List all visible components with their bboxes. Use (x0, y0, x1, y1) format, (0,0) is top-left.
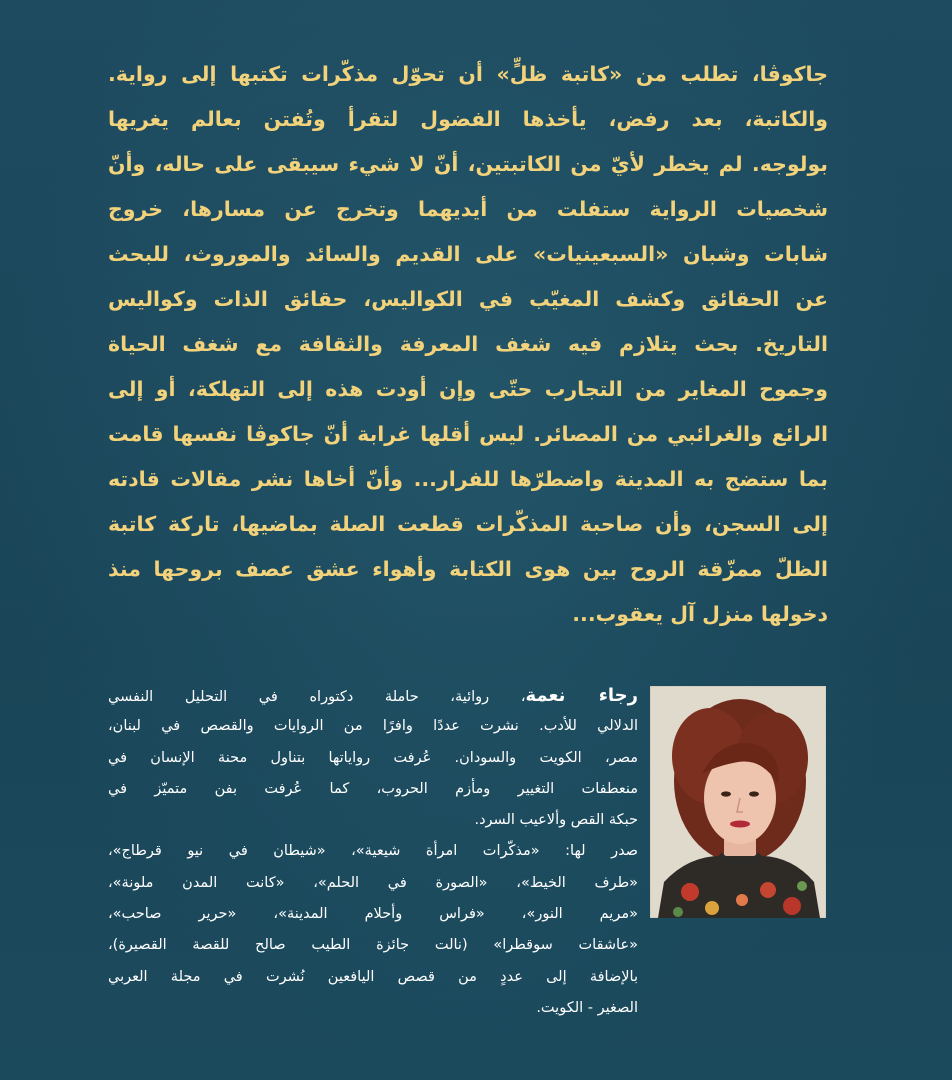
blurb-line: بولوجه. لم يخطر لأيّ من الكاتبتين، أنّ لا شيء سيبقى على حاله، وأنّ (108, 152, 828, 176)
blurb-line: عن الحقائق وكشف المغيّب في الكواليس، حقائق الذات وكواليس (108, 287, 828, 311)
bio-line: مصر، الكويت والسودان. عُرفت رواياتها بتناول محنة الإنسان في (108, 749, 638, 766)
bio-line: «مريم النور»، «فراس وأحلام المدينة»، «حرير صاحب»، (108, 906, 638, 923)
blurb-line: إلى السجن، وأن صاحبة المذكّرات قطعت الصلة بماضيها، تاركة كاتبة (108, 512, 828, 536)
blurb-line: بما ستضج به المدينة واضطرّها للفرار... وأنّ أخاها نشر مقالات قادته (108, 467, 828, 491)
bio-line: حبكة القص وألاعيب السرد. (474, 812, 638, 829)
bio-line: الدلالي للأدب. نشرت عددًا وافرًا من الروايات والقصص في لبنان، (108, 718, 638, 735)
bio-line: الصغير - الكويت. (536, 999, 638, 1016)
blurb-line: الرائع والغرائبي من المصائر. ليس أقلها غرابة أنّ جاكوڤا نفسها قامت (108, 422, 828, 446)
blurb-line: دخولها منزل آل يعقوب... (572, 602, 828, 626)
blurb-line: شخصيات الرواية ستفلت من أيديهما وتخرج عن مسارها، خروج (108, 197, 828, 221)
blurb-text (108, 52, 828, 637)
author-name: رجاء نعمة (525, 685, 639, 706)
author-bio (108, 680, 638, 1024)
blurb-line: والكاتبة، بعد رفض، يأخذها الفضول لتقرأ وتُفتن بعالم يغريها (108, 107, 828, 131)
bio-line: بالإضافة إلى عددٍ من قصص اليافعين نُشرت في مجلة العربي (108, 968, 638, 985)
bio-line-text: ، روائية، حاملة دكتوراه في التحليل النفسي (108, 689, 526, 705)
blurb-line: جاكوڤا، تطلب من «كاتبة ظلٍّ» أن تحوّل مذكّرات تكتبها إلى رواية. (108, 62, 828, 86)
author-photo (650, 686, 826, 918)
bio-line: «طرف الخيط»، «الصورة في الحلم»، «كانت المدن ملونة»، (108, 874, 638, 891)
bio-line: «عاشقات سوقطرا» (نالت جائزة الطيب صالح للقصة القصيرة)، (108, 937, 638, 954)
blurb-line: التاريخ. بحث يتلازم فيه شغف المعرفة والثقافة مع شغف الحياة (108, 332, 828, 356)
bio-line: منعطفات التغيير ومأزم الحروب، كما عُرفت بفن متميّز في (108, 780, 638, 797)
bio-line (108, 680, 638, 711)
blurb-line: وجموح المغاير من التجارب حتّى وإن أودت هذه إلى التهلكة، أو إلى (108, 377, 828, 401)
blurb-line: شابات وشبان «السبعينيات» على القديم والسائد والموروث، للبحث (108, 242, 828, 266)
bio-line: صدر لها: «مذكّرات امرأة شيعية»، «شيطان في نيو قرطاج»، (108, 843, 638, 860)
blurb-line: الظلّ ممزّقة الروح بين هوى الكتابة وأهواء عشق عصف بروحها منذ (108, 557, 828, 581)
